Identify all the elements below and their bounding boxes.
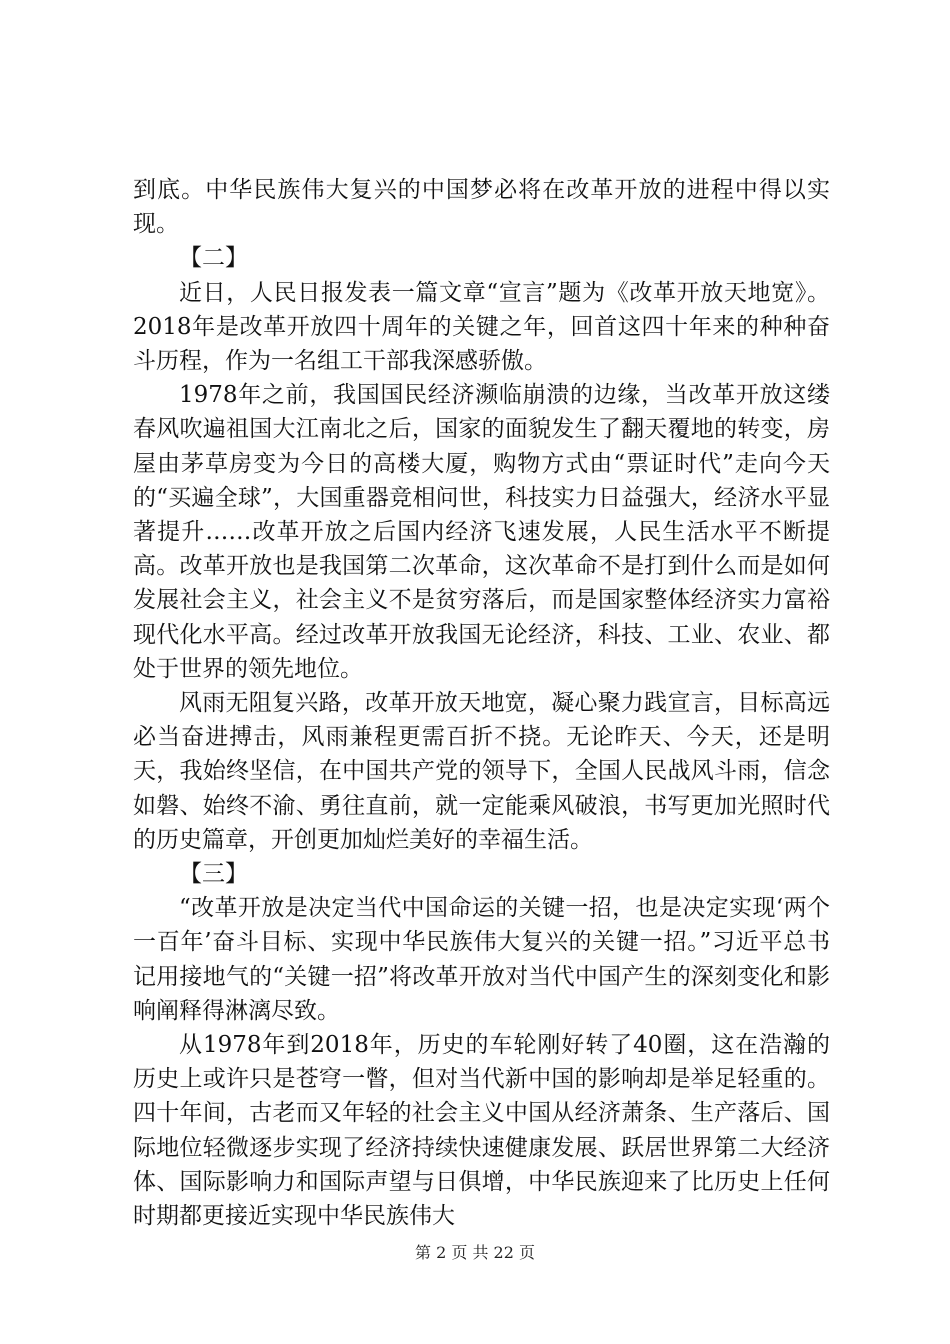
paragraph: 近日，人民日报发表一篇文章“宣言”题为《改革开放天地宽》。2018年是改革开放四十周年的关键之年，回首这四十年来的种种奋斗历程，作为一名组工干部我深感骄傲。: [133, 279, 830, 375]
paragraph: 1978年之前，我国国民经济濒临崩溃的边缘，当改革开放这缕春风吹遍祖国大江南北之后，国家的面貌发生了翻天覆地的转变，房屋由茅草房变为今日的高楼大厦，购物方式由“票证时代”走向今天的“买遍全球”，大国重器竞相问世，科技实力日益强大，经济水平显著提升……改革开放之后国内经济飞速发展，人民生活水平不断提高。改革开放也是我国第二次革命，这次革命不是打到什么而是如何发展社会主义，社会主义不是贫穷落后，而是国家整体经济实力富裕现代化水平高。经过改革开放我国无论经济，科技、工业、农业、都处于世界的领先地位。: [133, 382, 830, 682]
paragraph: “改革开放是决定当代中国命运的关键一招，也是决定实现‘两个一百年’奋斗目标、实现中华民族伟大复兴的关键一招。”习近平总书记用接地气的“关键一招”将改革开放对当代中国产生的深刻变化和影响阐释得淋漓尽致。: [133, 895, 830, 1024]
paragraph: 从1978年到2018年，历史的车轮刚好转了40圈，这在浩瀚的历史上或许只是苍穹一瞥，但对当代新中国的影响却是举足轻重的。四十年间，古老而又年轻的社会主义中国从经济萧条、生产落后、国际地位轻微逐步实现了经济持续快速健康发展、跃居世界第二大经济体、国际影响力和国际声望与日俱增，中华民族迎来了比历史上任何时期都更接近实现中华民族伟大: [133, 1032, 830, 1230]
paragraph: 风雨无阻复兴路，改革开放天地宽，凝心聚力践宣言，目标高远必当奋进搏击，风雨兼程更需百折不挠。无论昨天、今天，还是明天，我始终坚信，在中国共产党的领导下，全国人民战风斗雨，信念如磐、始终不渝、勇往直前，就一定能乘风破浪，书写更加光照时代的历史篇章，开创更加灿烂美好的幸福生活。: [133, 690, 830, 853]
section-heading-2: 【二】: [179, 245, 248, 272]
paragraph-continuation: 到底。中华民族伟大复兴的中国梦必将在改革开放的进程中得以实现。: [133, 177, 830, 238]
page-footer: 第 2 页 共 22 页: [415, 1243, 535, 1262]
section-heading-3: 【三】: [179, 861, 248, 888]
document-body: [133, 173, 830, 1233]
